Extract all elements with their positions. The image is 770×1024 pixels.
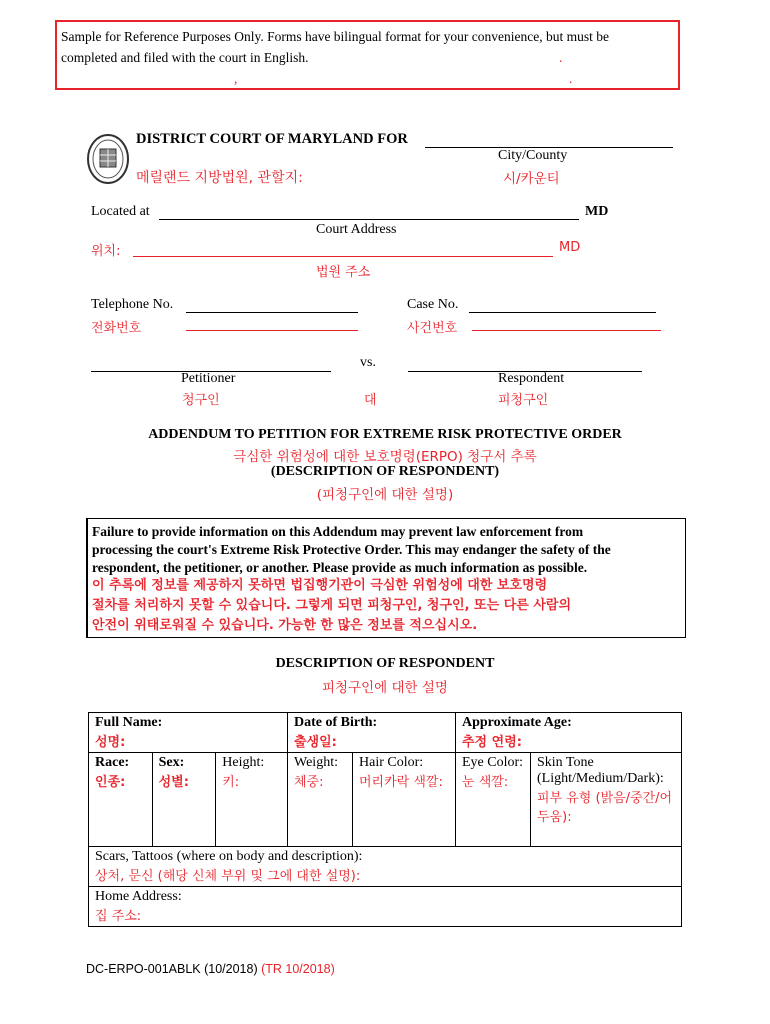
scars-tattoos-cell[interactable] — [89, 847, 682, 887]
sample-notice-box — [55, 20, 680, 90]
form-code-ko: (TR 10/2018) — [261, 962, 335, 976]
table-row — [89, 713, 682, 753]
hair-color-label: Hair Color: — [359, 755, 424, 770]
race-cell[interactable] — [89, 753, 153, 847]
warning-text-ko — [92, 576, 571, 636]
court-title: DISTRICT COURT OF MARYLAND FOR — [136, 131, 408, 147]
height-cell[interactable] — [216, 753, 288, 847]
petitioner-label: Petitioner — [181, 371, 236, 386]
telephone-field-ko[interactable] — [186, 330, 358, 331]
md-label-ko: MD — [559, 240, 581, 255]
notice-line-3 — [61, 68, 681, 89]
located-at-label: Located at — [91, 204, 150, 219]
weight-cell[interactable] — [288, 753, 353, 847]
warning-ko-line-2: 절차를 처리하지 못할 수 있습니다. 그렇게 되면 피청구인, 청구인, 또는 다른 사람의 — [92, 598, 572, 613]
eye-color-label: Eye Color: — [462, 755, 524, 770]
court-address-field-ko[interactable] — [133, 256, 553, 257]
table-row — [89, 887, 682, 927]
warning-en-line-3: respondent, the petitioner, or another. Please provide as much information as possible. — [92, 560, 588, 575]
vs-label: vs. — [360, 355, 376, 370]
home-address-label: Home Address: — [95, 889, 182, 904]
notice-line-2-en: completed and filed with the court in English. — [61, 50, 309, 65]
respondent-label-ko: 피청구인 — [498, 393, 549, 408]
home-address-cell[interactable] — [89, 887, 682, 927]
age-label: Approximate Age: — [462, 715, 572, 730]
dob-cell[interactable] — [288, 713, 456, 753]
warning-en-line-2: processing the court's Extreme Risk Protective Order. This may endanger the safety of the — [92, 542, 611, 557]
city-county-label-ko: 시/카운티 — [503, 171, 560, 187]
vs-label-ko: 대 — [364, 393, 377, 408]
sex-label-ko: 성별: — [158, 775, 189, 790]
form-code — [86, 962, 335, 976]
dob-label: Date of Birth: — [294, 715, 378, 730]
height-label-ko: 키: — [222, 775, 240, 790]
table-row — [89, 847, 682, 887]
case-no-field[interactable] — [469, 312, 656, 313]
dob-label-ko: 출생일: — [294, 735, 337, 750]
case-no-label: Case No. — [407, 297, 459, 312]
race-label: Race: — [95, 755, 130, 770]
court-title-ko: 메릴랜드 지방법원, 관할지: — [136, 170, 303, 186]
age-label-ko: 추정 연령: — [462, 735, 522, 750]
warning-ko-line-1: 이 추록에 정보를 제공하지 못하면 법집행기관이 극심한 위험성에 대한 보호명령 — [92, 578, 548, 593]
respondent-label: Respondent — [498, 371, 565, 386]
home-address-label-ko: 집 주소: — [95, 909, 142, 924]
telephone-label: Telephone No. — [91, 297, 174, 312]
full-name-label: Full Name: — [95, 715, 163, 730]
notice-line-2 — [61, 47, 681, 68]
section-title: DESCRIPTION OF RESPONDENT — [275, 656, 495, 671]
weight-label-ko: 체중: — [294, 775, 324, 790]
skin-tone-label-ko: 피부 유형 (밝음/중간/어두움): — [537, 791, 673, 825]
age-cell[interactable] — [456, 713, 682, 753]
court-address-label-ko: 법원 주소 — [316, 265, 371, 280]
court-address-label: Court Address — [316, 222, 397, 237]
notice-line-2-ko: . — [559, 50, 563, 65]
full-name-cell[interactable] — [89, 713, 288, 753]
warning-en-line-1: Failure to provide information on this Addendum may prevent law enforcement from — [92, 524, 584, 539]
court-seal-icon — [86, 133, 130, 185]
skin-tone-label: Skin Tone (Light/Medium/Dark): — [537, 755, 664, 786]
addendum-title: ADDENDUM TO PETITION FOR EXTREME RISK PROTECTIVE ORDER — [148, 427, 622, 442]
respondent-description-table — [88, 712, 682, 927]
form-code-en: DC-ERPO-001ABLK (10/2018) — [86, 962, 258, 976]
eye-color-cell[interactable] — [456, 753, 531, 847]
telephone-field[interactable] — [186, 312, 358, 313]
sample-notice-text — [61, 26, 681, 89]
addendum-subtitle-ko: (피청구인에 대한 설명) — [316, 487, 454, 503]
skin-tone-cell[interactable] — [531, 753, 682, 847]
notice-line-1: Sample for Reference Purposes Only. Forms have bilingual format for your convenience, but must be — [61, 29, 609, 44]
petitioner-label-ko: 청구인 — [182, 393, 220, 408]
weight-label: Weight: — [294, 755, 338, 770]
height-label: Height: — [222, 755, 265, 770]
section-title-ko: 피청구인에 대한 설명 — [322, 680, 448, 696]
scars-tattoos-label-ko: 상처, 문신 (해당 신체 부위 및 그에 대한 설명): — [95, 869, 361, 884]
case-no-label-ko: 사건번호 — [407, 321, 458, 336]
notice-line-3-ko-a: , — [234, 71, 238, 86]
warning-text-en — [92, 523, 611, 577]
sex-cell[interactable] — [152, 753, 216, 847]
warning-ko-line-3: 안전이 위태로워질 수 있습니다. 가능한 한 많은 정보를 적으십시오. — [92, 618, 478, 633]
race-label-ko: 인종: — [95, 775, 126, 790]
notice-line-3-ko-b: . — [569, 71, 573, 86]
court-address-field[interactable] — [159, 219, 579, 220]
hair-color-cell[interactable] — [353, 753, 456, 847]
city-county-label: City/County — [498, 148, 568, 163]
hair-color-label-ko: 머리카락 색깔: — [359, 775, 443, 790]
scars-tattoos-label: Scars, Tattoos (where on body and description): — [95, 849, 363, 864]
full-name-label-ko: 성명: — [95, 735, 126, 750]
md-label: MD — [585, 204, 609, 219]
sex-label: Sex: — [158, 755, 185, 770]
addendum-title-ko: 극심한 위험성에 대한 보호명령(ERPO) 청구서 추록 — [233, 449, 537, 465]
warning-box — [86, 518, 686, 638]
case-no-field-ko[interactable] — [472, 330, 661, 331]
addendum-subtitle: (DESCRIPTION OF RESPONDENT) — [270, 464, 500, 479]
table-row — [89, 753, 682, 847]
located-at-label-ko: 위치: — [91, 244, 121, 259]
telephone-label-ko: 전화번호 — [91, 321, 142, 336]
eye-color-label-ko: 눈 색깔: — [462, 775, 509, 790]
